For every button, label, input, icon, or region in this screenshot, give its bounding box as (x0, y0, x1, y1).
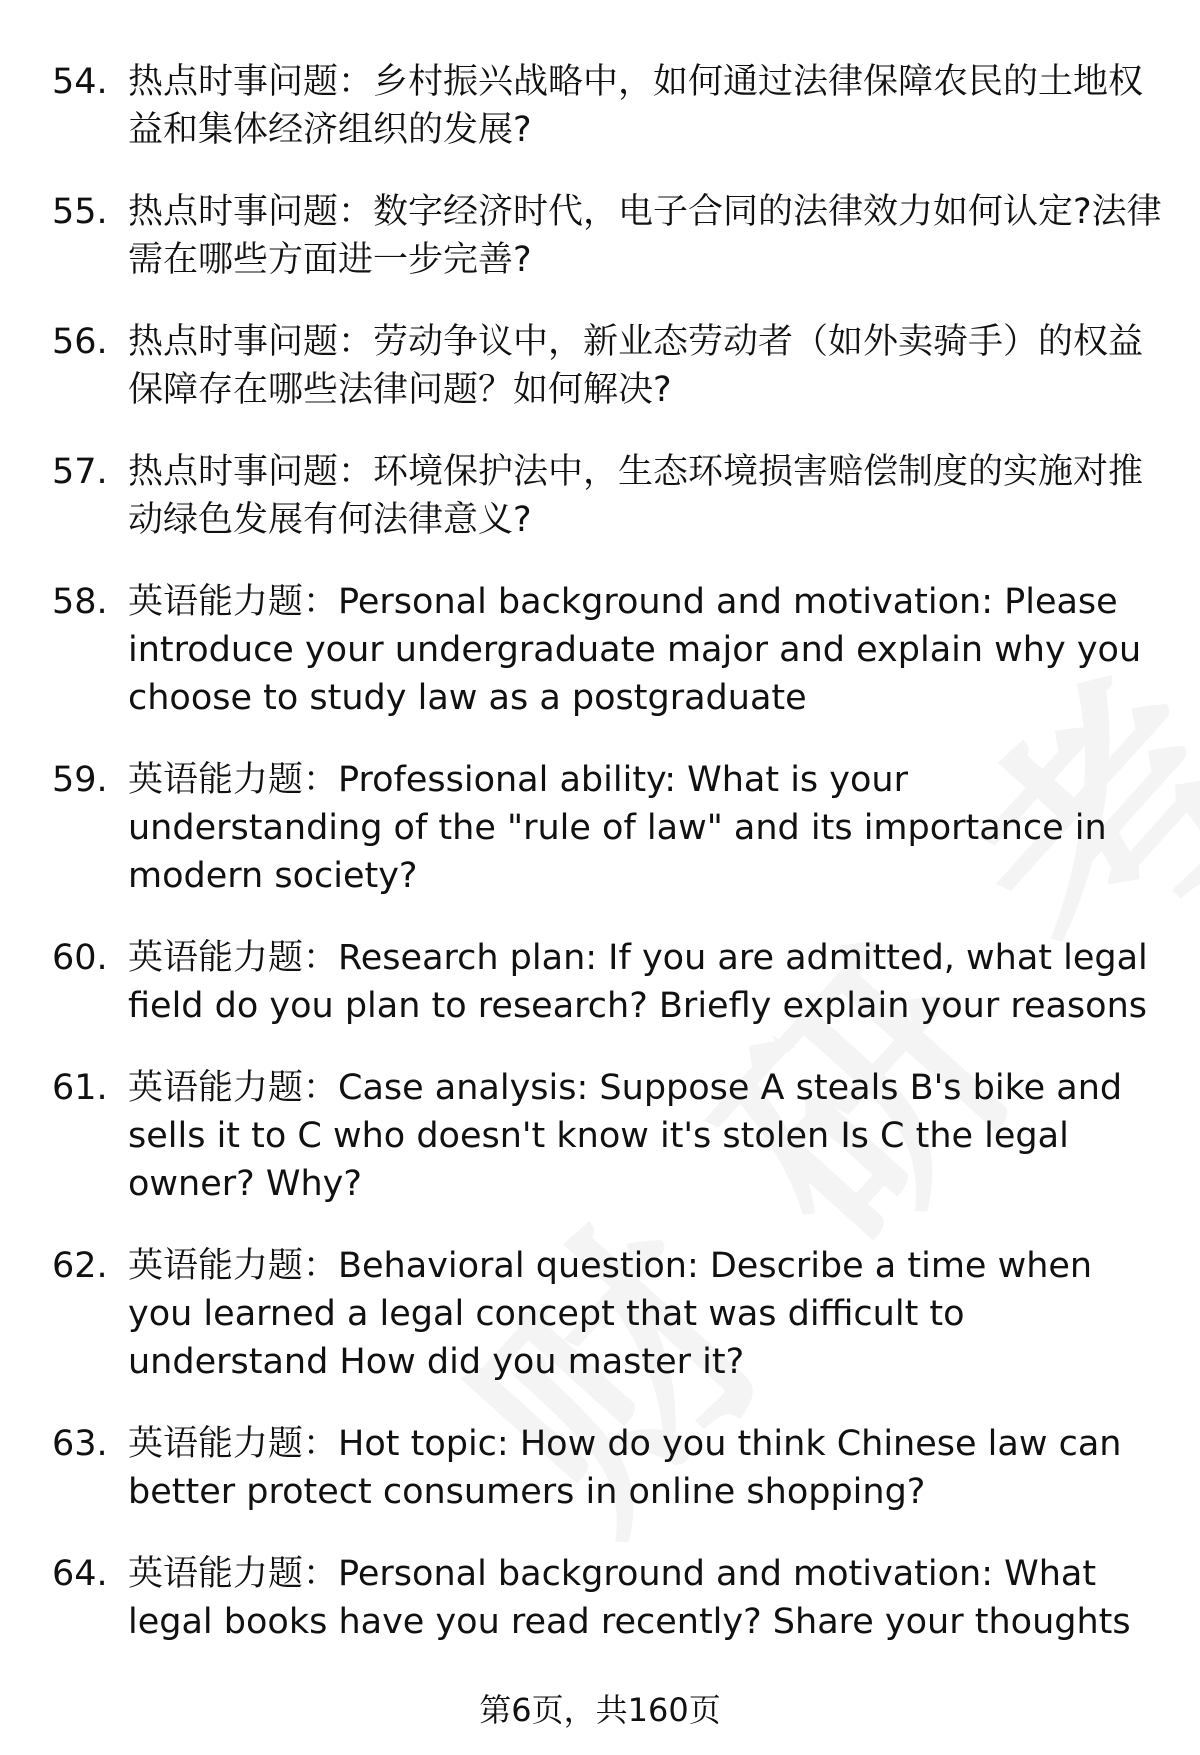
question-text: Personal background and motivation: Please introduce your undergraduate major and explain why you choose to study law as a postgraduate (128, 582, 1142, 718)
question-body (128, 934, 1162, 1030)
question-item (52, 1064, 1162, 1208)
question-text: 劳动争议中，新业态劳动者（如外卖骑手）的权益保障存在哪些法律问题？如何解决? (128, 322, 1144, 410)
question-number: 62. (52, 1246, 108, 1286)
question-body (128, 1420, 1162, 1516)
question-number: 63. (52, 1424, 108, 1464)
question-category: 热点时事问题： (128, 192, 374, 232)
question-body (128, 1064, 1162, 1208)
question-body (128, 448, 1162, 544)
question-item (52, 578, 1162, 722)
question-list (52, 58, 1162, 1680)
question-body (128, 756, 1162, 900)
question-number: 57. (52, 452, 108, 492)
question-item (52, 1242, 1162, 1386)
question-number: 54. (52, 62, 108, 102)
question-category: 热点时事问题： (128, 452, 374, 492)
question-text: 环境保护法中，生态环境损害赔偿制度的实施对推动绿色发展有何法律意义? (128, 452, 1144, 540)
question-category: 英语能力题： (128, 938, 339, 978)
question-number: 59. (52, 760, 108, 800)
question-number: 58. (52, 582, 108, 622)
question-category: 英语能力题： (128, 760, 339, 800)
question-text: Professional ability: What is your understanding of the "rule of law" and its importance in modern society? (128, 760, 1107, 896)
question-text: Case analysis: Suppose A steals B's bike and sells it to C who doesn't know it's stolen Is C the legal owner? Why? (128, 1068, 1123, 1204)
question-item (52, 318, 1162, 414)
question-text: Hot topic: How do you think Chinese law can better protect consumers in online shopping? (128, 1424, 1122, 1512)
question-category: 英语能力题： (128, 1424, 339, 1464)
question-body (128, 58, 1162, 154)
question-text: Personal background and motivation: What legal books have you read recently? Share your thoughts (128, 1554, 1131, 1642)
question-item (52, 1420, 1162, 1516)
question-body (128, 1550, 1162, 1646)
question-category: 英语能力题： (128, 582, 339, 622)
question-item (52, 448, 1162, 544)
question-body (128, 188, 1162, 284)
question-body (128, 578, 1162, 722)
question-body (128, 318, 1162, 414)
question-text: Behavioral question: Describe a time when you learned a legal concept that was difficult to understand How did you master it? (128, 1246, 1093, 1382)
question-number: 60. (52, 938, 108, 978)
question-item (52, 756, 1162, 900)
question-text: Research plan: If you are admitted, what legal field do you plan to research? Briefly explain your reasons (128, 938, 1148, 1026)
question-category: 热点时事问题： (128, 62, 374, 102)
question-text: 乡村振兴战略中，如何通过法律保障农民的土地权益和集体经济组织的发展? (128, 62, 1144, 150)
question-category: 热点时事问题： (128, 322, 374, 362)
page-number-footer: 第6页，共160页 (479, 1691, 721, 1729)
question-category: 英语能力题： (128, 1068, 339, 1108)
question-item (52, 188, 1162, 284)
question-text: 数字经济时代，电子合同的法律效力如何认定?法律需在哪些方面进一步完善? (128, 192, 1162, 280)
question-category: 英语能力题： (128, 1246, 339, 1286)
question-number: 56. (52, 322, 108, 362)
question-item (52, 58, 1162, 154)
question-number: 64. (52, 1554, 108, 1594)
question-number: 55. (52, 192, 108, 232)
question-item (52, 934, 1162, 1030)
question-category: 英语能力题： (128, 1554, 339, 1594)
question-number: 61. (52, 1068, 108, 1108)
question-body (128, 1242, 1162, 1386)
question-item (52, 1550, 1162, 1646)
